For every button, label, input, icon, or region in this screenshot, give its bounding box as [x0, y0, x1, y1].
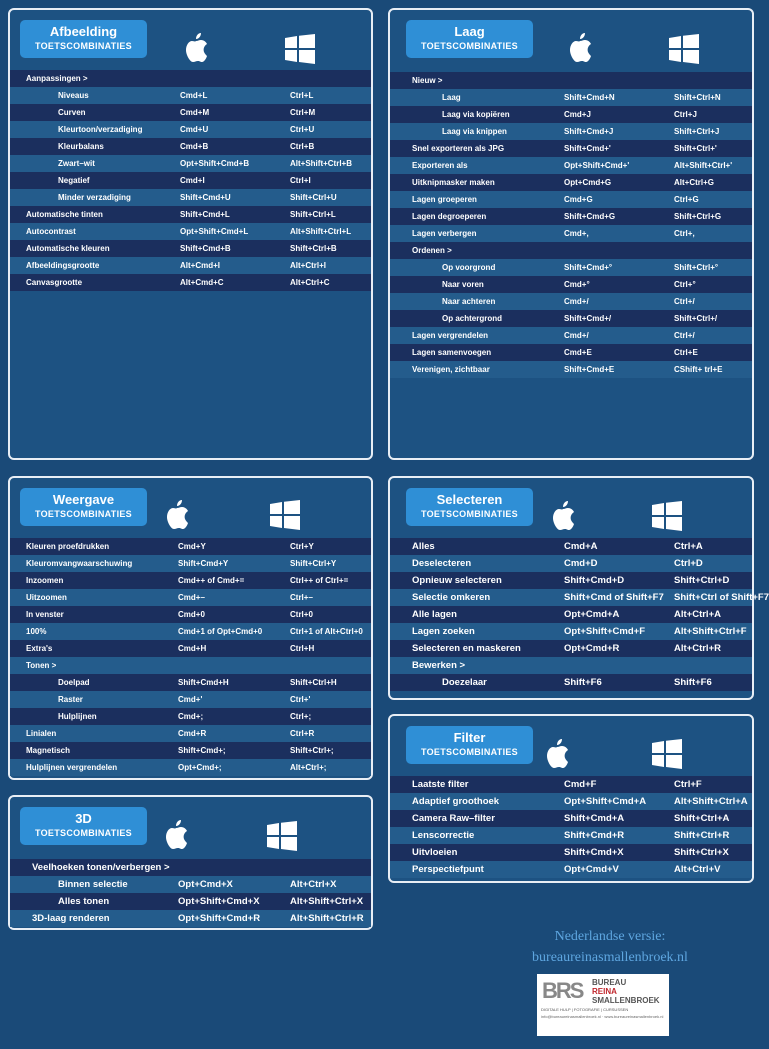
mac-shortcut: Cmd+G: [564, 195, 593, 204]
windows-shortcut: Ctrl+B: [290, 142, 315, 151]
mac-shortcut: Cmd+': [178, 695, 203, 704]
shortcut-label: Laag via knippen: [442, 127, 507, 136]
windows-shortcut: Ctrl+°: [674, 280, 696, 289]
shortcut-row: [390, 810, 752, 827]
apple-icon: [183, 32, 209, 62]
panel-title: Filter: [453, 730, 486, 745]
shortcut-row: [390, 657, 752, 674]
shortcut-label: Adaptief groothoek: [412, 796, 500, 807]
shortcut-label: Naar achteren: [442, 297, 496, 306]
mac-shortcut: Cmd+M: [180, 108, 210, 117]
mac-shortcut: Cmd+0: [178, 610, 205, 619]
shortcut-row: [10, 691, 371, 708]
mac-shortcut: Opt+Cmd+V: [564, 864, 619, 875]
shortcut-label: Uitknipmasker maken: [412, 178, 495, 187]
shortcut-label: Exporteren als: [412, 161, 468, 170]
mac-shortcut: Cmd+H: [178, 644, 207, 653]
mac-shortcut: Shift+Cmd+Y: [178, 559, 229, 568]
panel-subtitle: TOETSCOMBINATIES: [421, 747, 518, 757]
shortcut-label: Op achtergrond: [442, 314, 503, 323]
mac-shortcut: Cmd+Y: [178, 542, 206, 551]
panel-subtitle: TOETSCOMBINATIES: [421, 41, 518, 51]
panel-subtitle: TOETSCOMBINATIES: [35, 509, 132, 519]
mac-shortcut: Shift+Cmd+/: [564, 314, 612, 323]
shortcut-row: [390, 327, 752, 344]
windows-shortcut: CShift+ trl+E: [674, 365, 723, 374]
mac-shortcut: Cmd+J: [564, 110, 591, 119]
mac-shortcut: Cmd+;: [178, 712, 204, 721]
shortcut-label: Automatische tinten: [26, 210, 103, 219]
shortcut-row: [10, 759, 371, 776]
shortcut-label: Lagen groeperen: [412, 195, 477, 204]
shortcut-label: Op voorgrond: [442, 263, 496, 272]
shortcut-row: [390, 572, 752, 589]
shortcut-label: Niveaus: [58, 91, 89, 100]
mac-shortcut: Cmd+L: [180, 91, 208, 100]
windows-shortcut: Alt+Ctrl+I: [290, 261, 327, 270]
mac-shortcut: Shift+F6: [564, 677, 602, 688]
shortcut-row: [10, 206, 371, 223]
mac-shortcut: Opt+Cmd+R: [564, 643, 620, 654]
shortcut-list: [390, 538, 769, 691]
windows-shortcut: Shift+Ctrl+H: [290, 678, 337, 687]
panel-header-weergave: [20, 488, 147, 526]
shortcut-row: [10, 640, 371, 657]
mac-shortcut: Cmd+E: [564, 348, 592, 357]
windows-shortcut: Ctrl+/: [674, 297, 695, 306]
shortcut-label: Verenigen, zichtbaar: [412, 365, 490, 374]
shortcut-label: Curven: [58, 108, 86, 117]
shortcut-label: Perspectiefpunt: [412, 864, 484, 875]
mac-shortcut: Opt+Shift+Cmd+F: [564, 626, 646, 637]
panel-title: 3D: [75, 811, 92, 826]
panel-header-selecteren: [406, 488, 533, 526]
panel-filter: [388, 714, 754, 883]
panel-subtitle: TOETSCOMBINATIES: [421, 509, 518, 519]
shortcut-label: In venster: [26, 610, 64, 619]
website-link[interactable]: bureaureinasmallenbroek.nl: [532, 950, 688, 965]
windows-shortcut: Alt+Ctrl+R: [674, 643, 721, 654]
windows-shortcut: Ctrl+M: [290, 108, 316, 117]
shortcut-row: [10, 257, 371, 274]
shortcut-label: Raster: [58, 695, 83, 704]
windows-shortcut: Shift+Ctrl+°: [674, 263, 719, 272]
mac-shortcut: Opt+Cmd+X: [178, 879, 233, 890]
windows-shortcut: Shift+Ctrl+Y: [290, 559, 337, 568]
shortcut-label: Alles: [412, 541, 435, 552]
windows-shortcut: Shift+Ctrl+/: [674, 314, 718, 323]
shortcut-label: Aanpassingen >: [26, 74, 88, 83]
windows-shortcut: Ctrl++ of Ctrl+=: [290, 576, 349, 585]
mac-shortcut: Opt+Cmd+G: [564, 178, 612, 187]
shortcut-label: Hulplijnen: [58, 712, 97, 721]
windows-shortcut: Shift+Ctrl of Shift+F7: [674, 592, 769, 603]
shortcut-label: Kleuren proefdrukken: [26, 542, 110, 551]
shortcut-label: Alle lagen: [412, 609, 457, 620]
shortcut-row: [390, 555, 752, 572]
shortcut-row: [10, 223, 371, 240]
shortcut-label: Canvasgrootte: [26, 278, 83, 287]
panel-title: Selecteren: [436, 492, 503, 507]
shortcut-row: [10, 274, 371, 291]
mac-shortcut: Cmd+/: [564, 331, 589, 340]
mac-shortcut: Shift+Cmd+A: [564, 813, 625, 824]
mac-shortcut: Cmd+/: [564, 297, 589, 306]
shortcut-row: [10, 674, 371, 691]
windows-shortcut: Alt+Shift+Ctrl+F: [674, 626, 747, 637]
shortcut-label: Negatief: [58, 176, 90, 185]
shortcut-row: [10, 910, 371, 927]
shortcut-row: [390, 276, 752, 293]
windows-shortcut: Shift+Ctrl+G: [674, 212, 722, 221]
shortcut-label: Veelhoeken tonen/verbergen >: [32, 862, 170, 873]
mac-shortcut: Cmd+F: [564, 779, 597, 790]
shortcut-row: [390, 242, 752, 259]
shortcut-list: [390, 776, 752, 878]
windows-shortcut: Ctrl+;: [290, 712, 312, 721]
windows-shortcut: Ctrl+E: [674, 348, 698, 357]
windows-shortcut: Alt+Shift+Ctrl+A: [674, 796, 748, 807]
windows-shortcut: Shift+Ctrl+B: [290, 244, 337, 253]
windows-shortcut: Ctrl+/: [674, 331, 695, 340]
mac-shortcut: Alt+Cmd+I: [180, 261, 221, 270]
mac-shortcut: Alt+Cmd+C: [180, 278, 224, 287]
shortcut-label: Selectie omkeren: [412, 592, 491, 603]
shortcut-label: Tonen >: [26, 661, 57, 670]
shortcut-label: Lagen vergrendelen: [412, 331, 489, 340]
windows-shortcut: Alt+Ctrl+X: [290, 879, 337, 890]
shortcut-label: 3D-laag renderen: [32, 913, 110, 924]
shortcut-row: [10, 70, 371, 87]
shortcut-label: Afbeeldingsgrootte: [26, 261, 100, 270]
logo-mark: BRS: [542, 978, 583, 1003]
shortcut-label: Lagen samenvoegen: [412, 348, 492, 357]
windows-icon: [669, 34, 699, 64]
shortcut-label: Bewerken >: [412, 660, 466, 671]
mac-shortcut: Opt+Shift+Cmd+X: [178, 896, 260, 907]
shortcut-label: Uitzoomen: [26, 593, 67, 602]
panel-header-3d: [20, 807, 147, 845]
windows-shortcut: Shift+Ctrl+N: [674, 93, 721, 102]
mac-shortcut: Shift+Cmd+B: [180, 244, 231, 253]
panel-title: Afbeelding: [49, 24, 118, 39]
panel-header-filter: [406, 726, 533, 764]
windows-shortcut: Ctrl+0: [290, 610, 313, 619]
shortcut-label: Alles tonen: [58, 896, 110, 907]
shortcut-label: Magnetisch: [26, 746, 71, 755]
shortcut-label: Camera Raw–filter: [412, 813, 495, 824]
windows-shortcut: Alt+Shift+Ctrl+R: [290, 913, 364, 924]
shortcut-row: [390, 191, 752, 208]
mac-shortcut: Cmd+,: [564, 229, 589, 238]
shortcut-row: [10, 538, 371, 555]
shortcut-label: Laag via kopiëren: [442, 110, 510, 119]
windows-shortcut: Ctrl+Y: [290, 542, 314, 551]
panel-subtitle: TOETSCOMBINATIES: [35, 41, 132, 51]
shortcut-label: Laatste filter: [412, 779, 469, 790]
panel-3d: [8, 795, 373, 930]
logo-name-1: BUREAU: [592, 978, 627, 987]
shortcut-row: [10, 555, 371, 572]
windows-shortcut: Alt+Ctrl+C: [290, 278, 330, 287]
shortcut-label: Laag: [442, 93, 461, 102]
shortcut-row: [390, 157, 752, 174]
mac-shortcut: Cmd+U: [180, 125, 209, 134]
mac-shortcut: Cmd+D: [564, 558, 598, 569]
mac-shortcut: Cmd++ of Cmd+=: [178, 576, 245, 585]
shortcut-row: [390, 538, 752, 555]
shortcut-row: [390, 174, 752, 191]
shortcut-label: Selecteren en maskeren: [412, 643, 521, 654]
mac-shortcut: Cmd+B: [180, 142, 209, 151]
shortcut-label: Lagen zoeken: [412, 626, 475, 637]
shortcut-row: [390, 776, 752, 793]
shortcut-row: [10, 138, 371, 155]
shortcut-label: Ordenen >: [412, 246, 452, 255]
windows-icon: [270, 500, 300, 530]
shortcut-label: Uitvloeien: [412, 847, 458, 858]
shortcut-label: Inzoomen: [26, 576, 64, 585]
shortcut-row: [10, 589, 371, 606]
windows-shortcut: Shift+Ctrl+J: [674, 127, 720, 136]
panel-subtitle: TOETSCOMBINATIES: [35, 828, 132, 838]
shortcut-label: Linialen: [26, 729, 57, 738]
shortcut-row: [10, 708, 371, 725]
shortcut-row: [390, 344, 752, 361]
shortcut-row: [10, 155, 371, 172]
shortcut-row: [390, 827, 752, 844]
mac-shortcut: Shift+Cmd+U: [180, 193, 231, 202]
shortcut-row: [10, 572, 371, 589]
logo-name-3: SMALLENBROEK: [592, 996, 660, 1005]
logo-tagline: DIGITALE HULP | FOTOGRAFIE | CURSUSSEN: [541, 1007, 629, 1012]
shortcut-label: Deselecteren: [412, 558, 472, 569]
mac-shortcut: Shift+Cmd+D: [564, 575, 625, 586]
shortcut-list: [10, 538, 371, 776]
shortcut-row: [10, 623, 371, 640]
windows-shortcut: Shift+Ctrl+': [674, 144, 717, 153]
shortcut-label: Autocontrast: [26, 227, 76, 236]
shortcut-label: 100%: [26, 627, 47, 636]
shortcut-row: [10, 657, 371, 674]
windows-shortcut: Ctrl+R: [290, 729, 315, 738]
shortcut-row: [10, 121, 371, 138]
mac-shortcut: Opt+Cmd+;: [178, 763, 222, 772]
footer-line1: Nederlandse versie:: [554, 929, 666, 944]
mac-shortcut: Shift+Cmd+R: [564, 830, 625, 841]
windows-shortcut: Ctrl+,: [674, 229, 695, 238]
shortcut-row: [10, 240, 371, 257]
windows-shortcut: Ctrl+L: [290, 91, 314, 100]
windows-shortcut: Ctrl+J: [674, 110, 697, 119]
panel-header-laag: [406, 20, 533, 58]
mac-shortcut: Cmd+I: [180, 176, 205, 185]
shortcut-label: Zwart–wit: [58, 159, 95, 168]
shortcut-row: [390, 861, 752, 878]
shortcut-row: [390, 72, 752, 89]
windows-icon: [652, 501, 682, 531]
windows-shortcut: Alt+Ctrl+G: [674, 178, 715, 187]
shortcut-row: [390, 361, 752, 378]
panel-title: Weergave: [52, 492, 115, 507]
shortcut-label: Doezelaar: [442, 677, 487, 688]
shortcut-label: Snel exporteren als JPG: [412, 144, 505, 153]
shortcut-row: [10, 172, 371, 189]
shortcut-row: [10, 876, 371, 893]
shortcut-label: Extra's: [26, 644, 53, 653]
shortcut-row: [390, 674, 752, 691]
mac-shortcut: Shift+Cmd+G: [564, 212, 616, 221]
logo-name-2: REINA: [592, 987, 617, 996]
shortcut-row: [10, 893, 371, 910]
shortcut-row: [10, 189, 371, 206]
apple-icon: [550, 500, 576, 530]
apple-icon: [544, 738, 570, 768]
mac-shortcut: Shift+Cmd+': [564, 144, 611, 153]
mac-shortcut: Cmd+°: [564, 280, 590, 289]
windows-icon: [652, 739, 682, 769]
mac-shortcut: Cmd+–: [178, 593, 205, 602]
windows-shortcut: Ctrl+D: [674, 558, 703, 569]
apple-icon: [163, 819, 189, 849]
shortcut-row: [10, 859, 371, 876]
panel-afbeelding: [8, 8, 373, 460]
shortcut-list: [390, 72, 752, 378]
mac-shortcut: Cmd+1 of Opt+Cmd+0: [178, 627, 263, 636]
shortcut-row: [390, 589, 769, 606]
windows-shortcut: Alt+Shift+Ctrl+B: [290, 159, 353, 168]
windows-shortcut: Shift+Ctrl+X: [674, 847, 729, 858]
windows-shortcut: Ctrl+–: [290, 593, 313, 602]
windows-shortcut: Alt+Shift+Ctrl+L: [290, 227, 352, 236]
shortcut-row: [390, 208, 752, 225]
shortcut-row: [390, 640, 752, 657]
shortcut-row: [390, 259, 752, 276]
shortcut-label: Doelpad: [58, 678, 90, 687]
windows-shortcut: Alt+Shift+Ctrl+': [674, 161, 733, 170]
mac-shortcut: Shift+Cmd+L: [180, 210, 230, 219]
shortcut-label: Kleurtoon/verzadiging: [58, 125, 143, 134]
windows-shortcut: Ctrl+I: [290, 176, 311, 185]
shortcut-row: [10, 104, 371, 121]
mac-shortcut: Shift+Cmd+X: [564, 847, 624, 858]
shortcut-row: [10, 606, 371, 623]
windows-shortcut: Ctrl+G: [674, 195, 699, 204]
windows-shortcut: Alt+Ctrl+;: [290, 763, 327, 772]
shortcut-row: [390, 310, 752, 327]
apple-icon: [567, 32, 593, 62]
shortcut-label: Hulplijnen vergrendelen: [26, 763, 118, 772]
windows-shortcut: Alt+Ctrl+A: [674, 609, 721, 620]
shortcut-row: [390, 89, 752, 106]
shortcut-row: [10, 742, 371, 759]
mac-shortcut: Opt+Shift+Cmd+A: [564, 796, 647, 807]
windows-shortcut: Shift+Ctrl+R: [674, 830, 730, 841]
shortcut-label: Lenscorrectie: [412, 830, 475, 841]
mac-shortcut: Opt+Shift+Cmd+': [564, 161, 630, 170]
shortcut-label: Kleurbalans: [58, 142, 104, 151]
mac-shortcut: Shift+Cmd+H: [178, 678, 229, 687]
shortcut-row: [10, 725, 371, 742]
mac-shortcut: Shift+Cmd+E: [564, 365, 615, 374]
company-logo: [537, 974, 669, 1036]
windows-shortcut: Shift+Ctrl+D: [674, 575, 730, 586]
panel-laag: [388, 8, 754, 460]
mac-shortcut: Cmd+R: [178, 729, 207, 738]
logo-contact: info@bureaureinasmallenbroek.nl · www.bureaureinasmallenbroek.nl: [541, 1014, 664, 1019]
shortcut-row: [10, 87, 371, 104]
shortcut-row: [390, 225, 752, 242]
windows-shortcut: Ctrl+H: [290, 644, 315, 653]
shortcut-row: [390, 623, 752, 640]
footer: [490, 926, 730, 968]
shortcut-label: Kleuromvangwaarschuwing: [26, 559, 133, 568]
mac-shortcut: Shift+Cmd+N: [564, 93, 615, 102]
mac-shortcut: Cmd+A: [564, 541, 598, 552]
windows-shortcut: Ctrl+': [290, 695, 311, 704]
windows-shortcut: Shift+Ctrl+A: [674, 813, 730, 824]
windows-shortcut: Shift+Ctrl+;: [290, 746, 334, 755]
shortcut-label: Automatische kleuren: [26, 244, 110, 253]
shortcut-label: Lagen degroeperen: [412, 212, 487, 221]
windows-icon: [267, 821, 297, 851]
windows-shortcut: Shift+Ctrl+L: [290, 210, 336, 219]
shortcut-row: [390, 793, 752, 810]
windows-icon: [285, 34, 315, 64]
shortcut-list: [10, 70, 371, 291]
windows-shortcut: Shift+Ctrl+U: [290, 193, 337, 202]
windows-shortcut: Shift+F6: [674, 677, 712, 688]
shortcut-label: Naar voren: [442, 280, 484, 289]
shortcut-label: Nieuw >: [412, 76, 443, 85]
windows-shortcut: Ctrl+F: [674, 779, 702, 790]
mac-shortcut: Opt+Shift+Cmd+B: [180, 159, 250, 168]
shortcut-row: [390, 606, 752, 623]
mac-shortcut: Opt+Cmd+A: [564, 609, 620, 620]
shortcut-label: Minder verzadiging: [58, 193, 131, 202]
windows-shortcut: Ctrl+A: [674, 541, 703, 552]
shortcut-label: Opnieuw selecteren: [412, 575, 502, 586]
mac-shortcut: Opt+Shift+Cmd+R: [178, 913, 261, 924]
mac-shortcut: Shift+Cmd+°: [564, 263, 613, 272]
shortcut-row: [390, 844, 752, 861]
panel-selecteren: [388, 476, 769, 700]
windows-shortcut: Ctrl+U: [290, 125, 315, 134]
shortcut-row: [390, 106, 752, 123]
mac-shortcut: Shift+Cmd+;: [178, 746, 226, 755]
shortcut-label: Binnen selectie: [58, 879, 128, 890]
mac-shortcut: Shift+Cmd+J: [564, 127, 614, 136]
windows-shortcut: Alt+Shift+Ctrl+X: [290, 896, 364, 907]
panel-title: Laag: [454, 24, 485, 39]
shortcut-list: [10, 859, 371, 927]
windows-shortcut: Alt+Ctrl+V: [674, 864, 721, 875]
shortcut-row: [390, 123, 752, 140]
panel-weergave: [8, 476, 373, 780]
shortcut-label: Lagen verbergen: [412, 229, 477, 238]
windows-shortcut: Ctrl+1 of Alt+Ctrl+0: [290, 627, 363, 636]
mac-shortcut: Opt+Shift+Cmd+L: [180, 227, 249, 236]
panel-header-afbeelding: [20, 20, 147, 58]
shortcut-row: [390, 140, 752, 157]
mac-shortcut: Shift+Cmd of Shift+F7: [564, 592, 664, 603]
shortcut-row: [390, 293, 752, 310]
apple-icon: [164, 499, 190, 529]
